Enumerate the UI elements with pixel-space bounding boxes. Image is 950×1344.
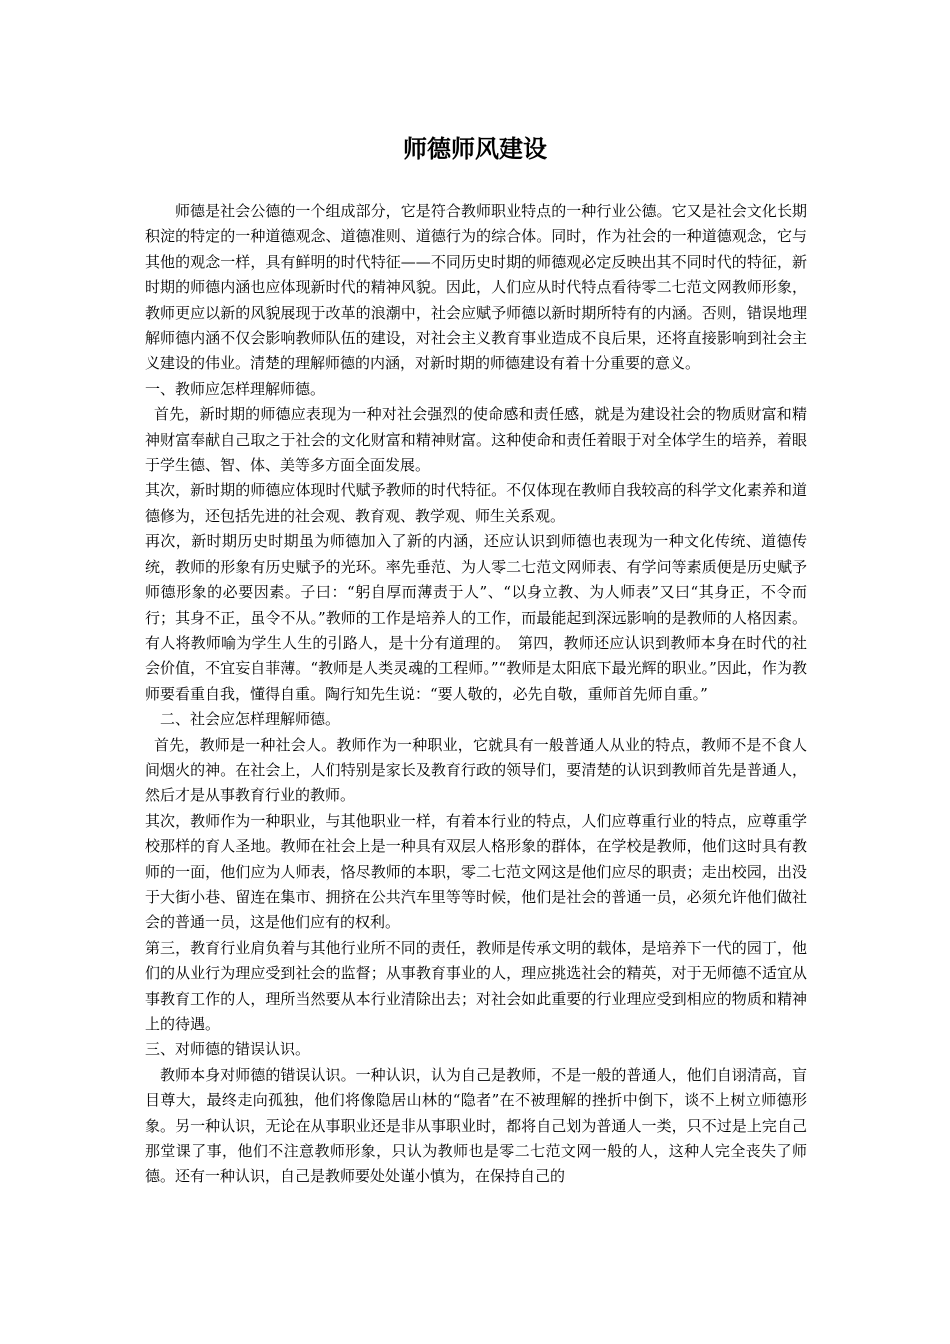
paragraph: 首先，教师是一种社会人。教师作为一种职业，它就具有一般普通人从业的特点，教师不是不食人间烟火的神。在社会上，人们特别是家长及教育行政的领导们，要清楚的认识到教师首先是普通人，然后才是从事教育行业的教师。 [145,735,807,805]
paragraph-intro: 师德是社会公德的一个组成部分，它是符合教师职业特点的一种行业公德。它又是社会文化长期积淀的特定的一种道德观念、道德准则、道德行为的综合体。同时，作为社会的一种道德观念，它与其他的观念一样，具有鲜明的时代特征——不同历史时期的师德观必定反映出其不同时代的特征，新时期的师德内涵也应体现新时代的精神风貌。因此，人们应从时代特点看待零二七范文网教师形象，教师更应以新的风貌展现于改革的浪潮中，社会应赋予师德以新时期所特有的内涵。否则，错误地理解师德内涵不仅会影响教师队伍的建设，对社会主义教育事业造成不良后果，还将直接影响到社会主义建设的伟业。清楚的理解师德的内涵，对新时期的师德建设有着十分重要的意义。 [145,202,807,373]
section-heading-3: 三、对师德的错误认识。 [145,1040,311,1059]
section-heading-1: 一、教师应怎样理解师德。 [145,379,326,398]
paragraph: 其次，教师作为一种职业，与其他职业一样，有着本行业的特点，人们应尊重行业的特点，应尊重学校那样的育人圣地。教师在社会上是一种具有双层人格形象的群体，在学校是教师，他们这时具有教师的一面，他们应为人师表，恪尽教师的本职，零二七范文网这是他们应尽的职责；走出校园，出没于大街小巷、留连在集市、拥挤在公共汽车里等等时候，他们是社会的普通一员，必须允许他们做社会的普通一员，这是他们应有的权利。 [145,811,807,932]
paragraph: 其次，新时期的师德应体现时代赋予教师的时代特征。不仅体现在教师自我较高的科学文化素养和道德修为，还包括先进的社会观、教育观、教学观、师生关系观。 [145,481,807,525]
paragraph: 再次，新时期历史时期虽为师德加入了新的内涵，还应认识到师德也表现为一种文化传统、道德传统，教师的形象有历史赋予的光环。率先垂范、为人零二七范文网师表、有学问等素质便是历史赋予师德形象的必要因素。子曰：“躬自厚而薄责于人”、“以身立教、为人师表”又曰“其身正，不令而行；其身不正，虽令不从。”教师的工作是培养人的工作，而最能起到深远影响的是教师的人格因素。有人将教师喻为学生人生的引路人，是十分有道理的。 第四，教师还应认识到教师本身在时代的社会价值，不宜妄自菲薄。“教师是人类灵魂的工程师。”“教师是太阳底下最光辉的职业。”因此，作为教师要看重自我，懂得自重。陶行知先生说：“要人敬的，必先自敬，重师首先师自重。” [145,532,807,703]
paragraph: 首先，新时期的师德应表现为一种对社会强烈的使命感和责任感，就是为建设社会的物质财富和精神财富奉献自己取之于社会的文化财富和精神财富。这种使命和责任着眼于对全体学生的培养，着眼于学生德、智、体、美等多方面全面发展。 [145,405,807,475]
document-body [145,199,807,1190]
paragraph: 教师本身对师德的错误认识。一种认识，认为自己是教师，不是一般的普通人，他们自诩清高，盲目尊大，最终走向孤独，他们将像隐居山林的“隐者”在不被理解的挫折中倒下，谈不上树立师德形象。另一种认识，无论在从事职业还是非从事职业时，都将自己划为普通人一类，只不过是上完自己那堂课了事，他们不注意教师形象，只认为教师也是零二七范文网一般的人，这种人完全丧失了师德。还有一种认识，自己是教师要处处谨小慎为，在保持自己的 [145,1065,807,1186]
section-heading-2: 二、社会应怎样理解师德。 [160,710,341,729]
paragraph: 第三，教育行业肩负着与其他行业所不同的责任，教师是传承文明的载体，是培养下一代的园丁，他们的从业行为理应受到社会的监督；从事教育事业的人，理应挑选社会的精英，对于无师德不适宜从事教育工作的人，理所当然要从本行业清除出去；对社会如此重要的行业理应受到相应的物质和精神上的待遇。 [145,938,807,1033]
document-title: 师德师风建设 [403,134,547,163]
